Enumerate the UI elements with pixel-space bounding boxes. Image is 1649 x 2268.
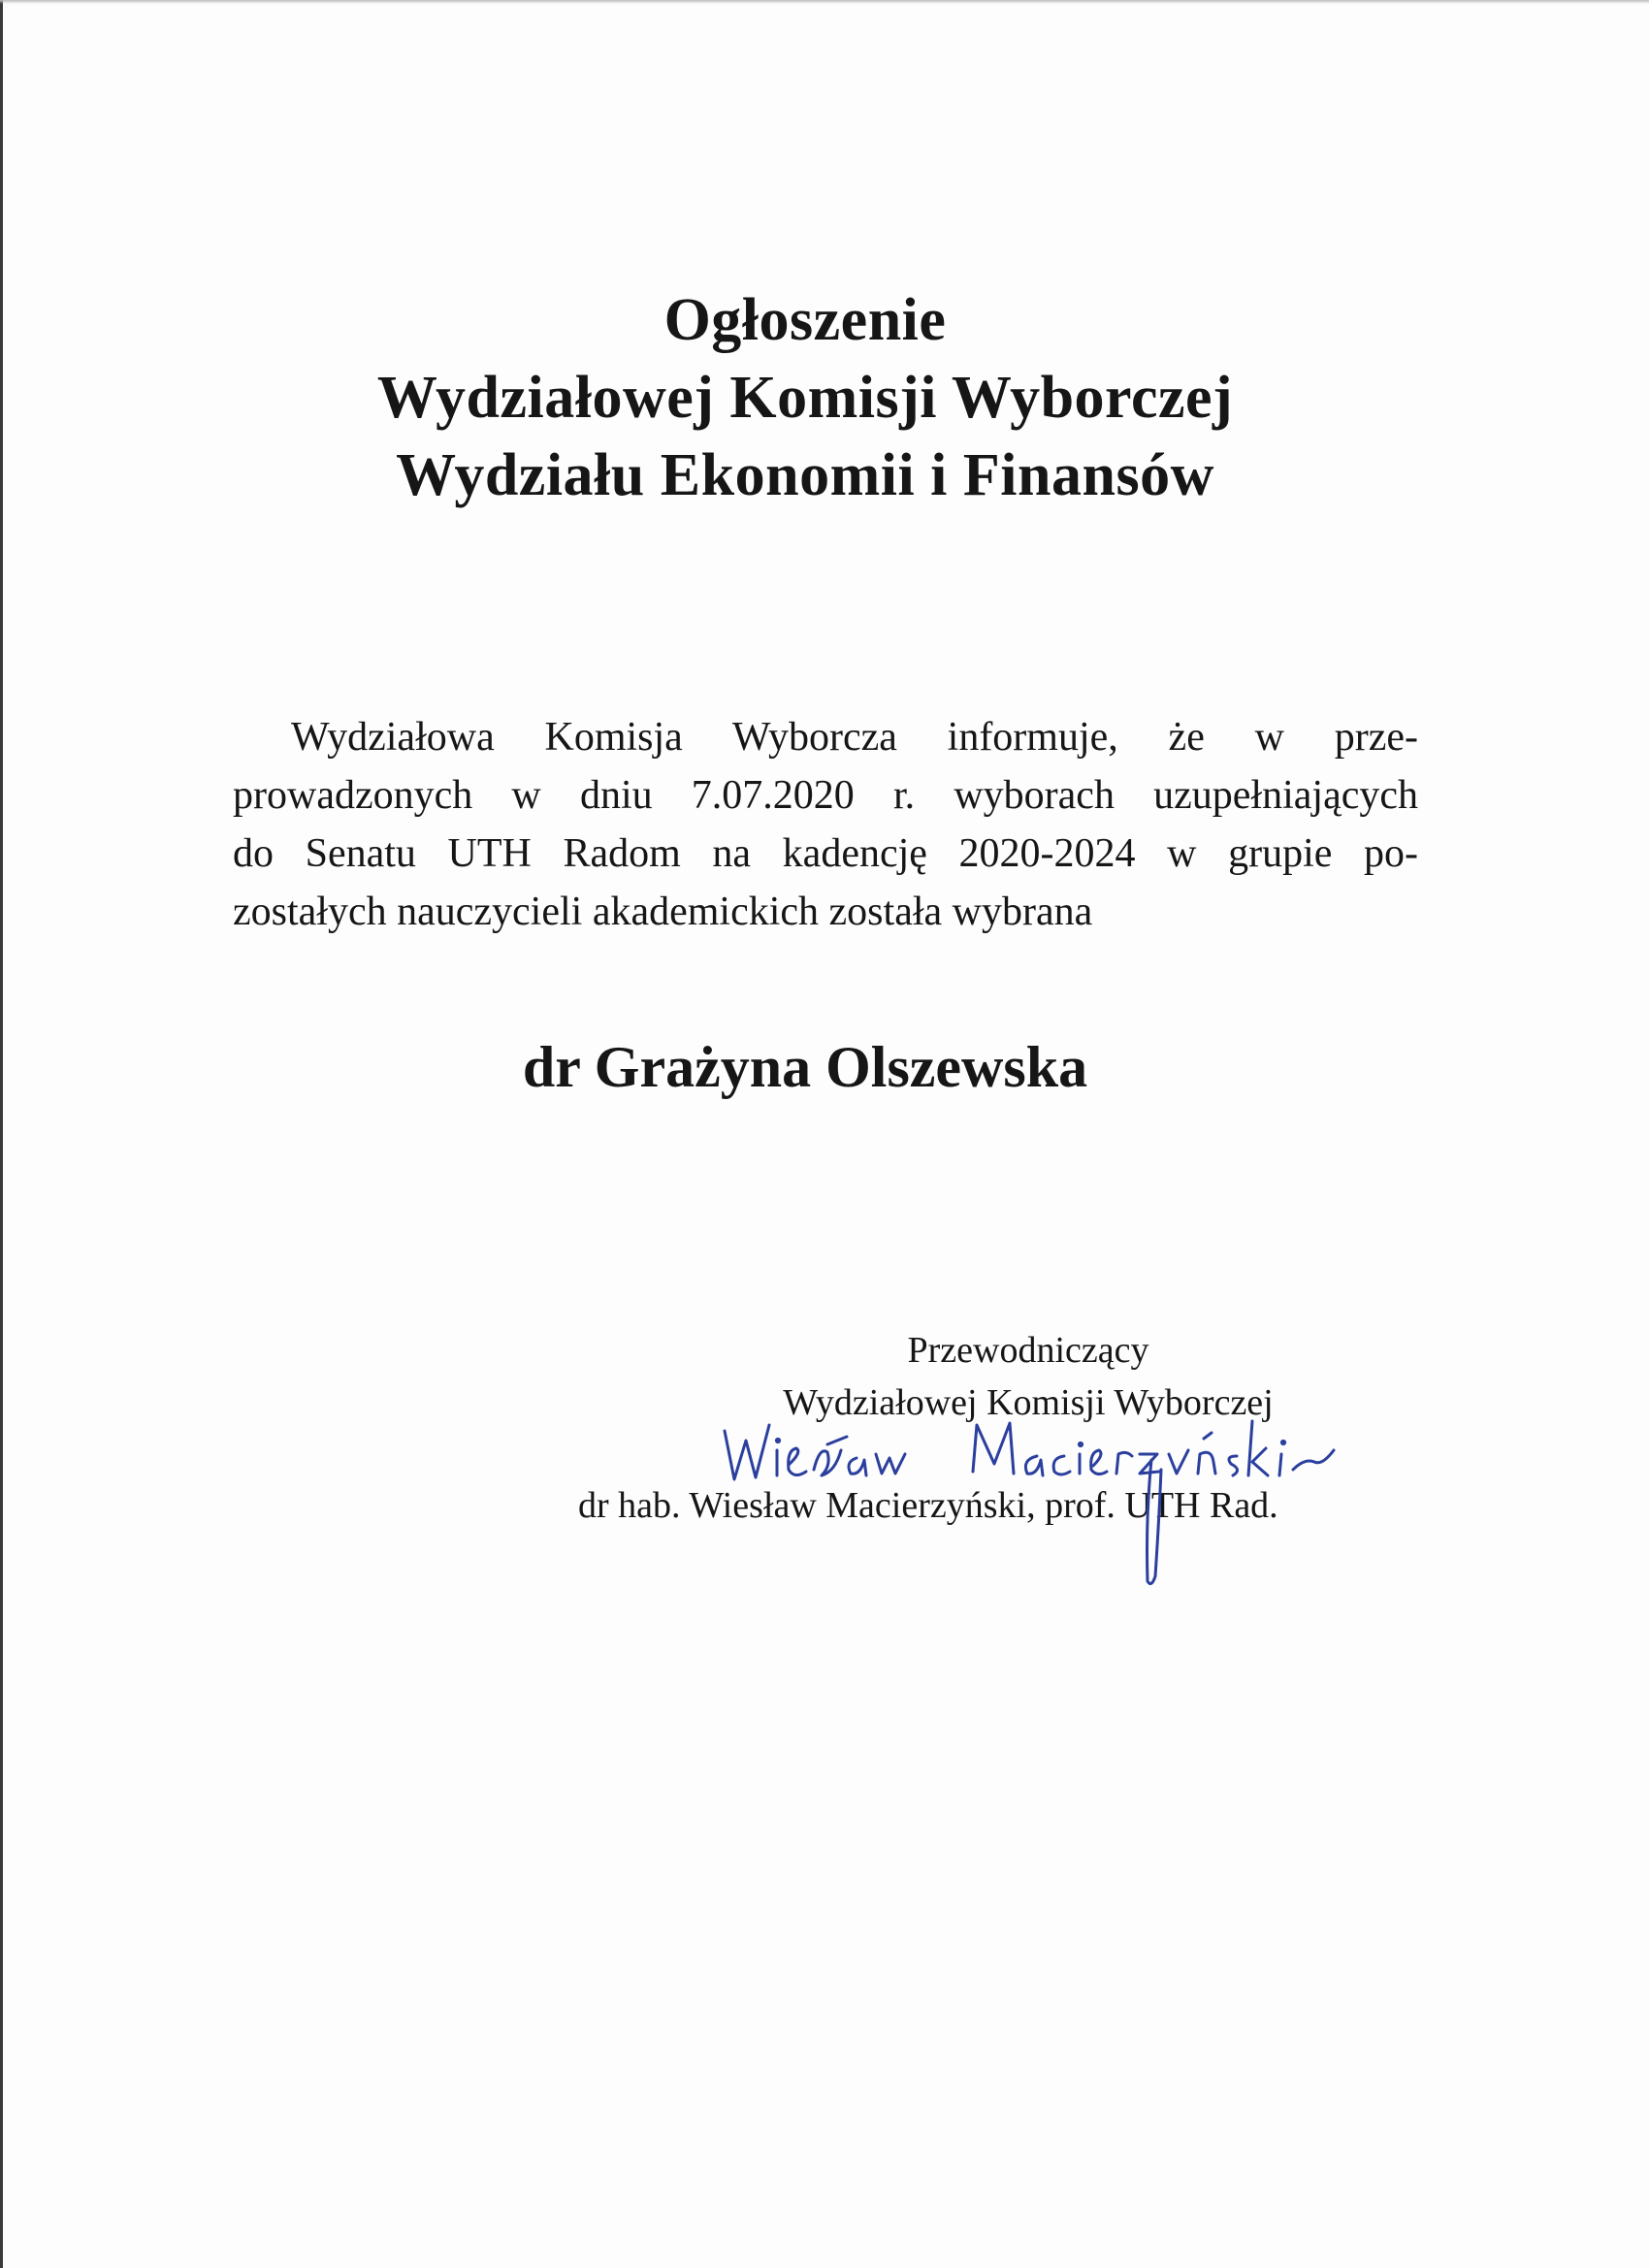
heading-faculty: Wydziału Ekonomii i Finansów xyxy=(396,442,1214,508)
body-line: prowadzonych w dniu 7.07.2020 r. wyborach uzupełniających xyxy=(233,773,1418,818)
handwritten-signature xyxy=(713,1411,1373,1596)
signature-role-title: Przewodniczący xyxy=(907,1330,1149,1371)
announcement-body xyxy=(233,708,1418,941)
scan-edge-top xyxy=(0,0,1649,4)
signer-name: dr hab. Wiesław Macierzyński, prof. UTH Rad. xyxy=(578,1485,1278,1526)
signature-role-committee: Wydziałowej Komisji Wyborczej xyxy=(783,1382,1274,1423)
elected-person-name: dr Grażyna Olszewska xyxy=(522,1035,1088,1099)
body-line: zostałych nauczycieli akademickich została wybrana xyxy=(233,890,1093,934)
heading-committee: Wydziałowej Komisji Wyborczej xyxy=(376,365,1234,431)
heading-title: Ogłoszenie xyxy=(663,287,947,353)
body-line: Wydziałowa Komisja Wyborcza informuje, że w prze- xyxy=(291,715,1418,760)
announcement-heading xyxy=(0,281,1610,514)
body-line: do Senatu UTH Radom na kadencję 2020-2024 w grupie po- xyxy=(233,831,1418,876)
